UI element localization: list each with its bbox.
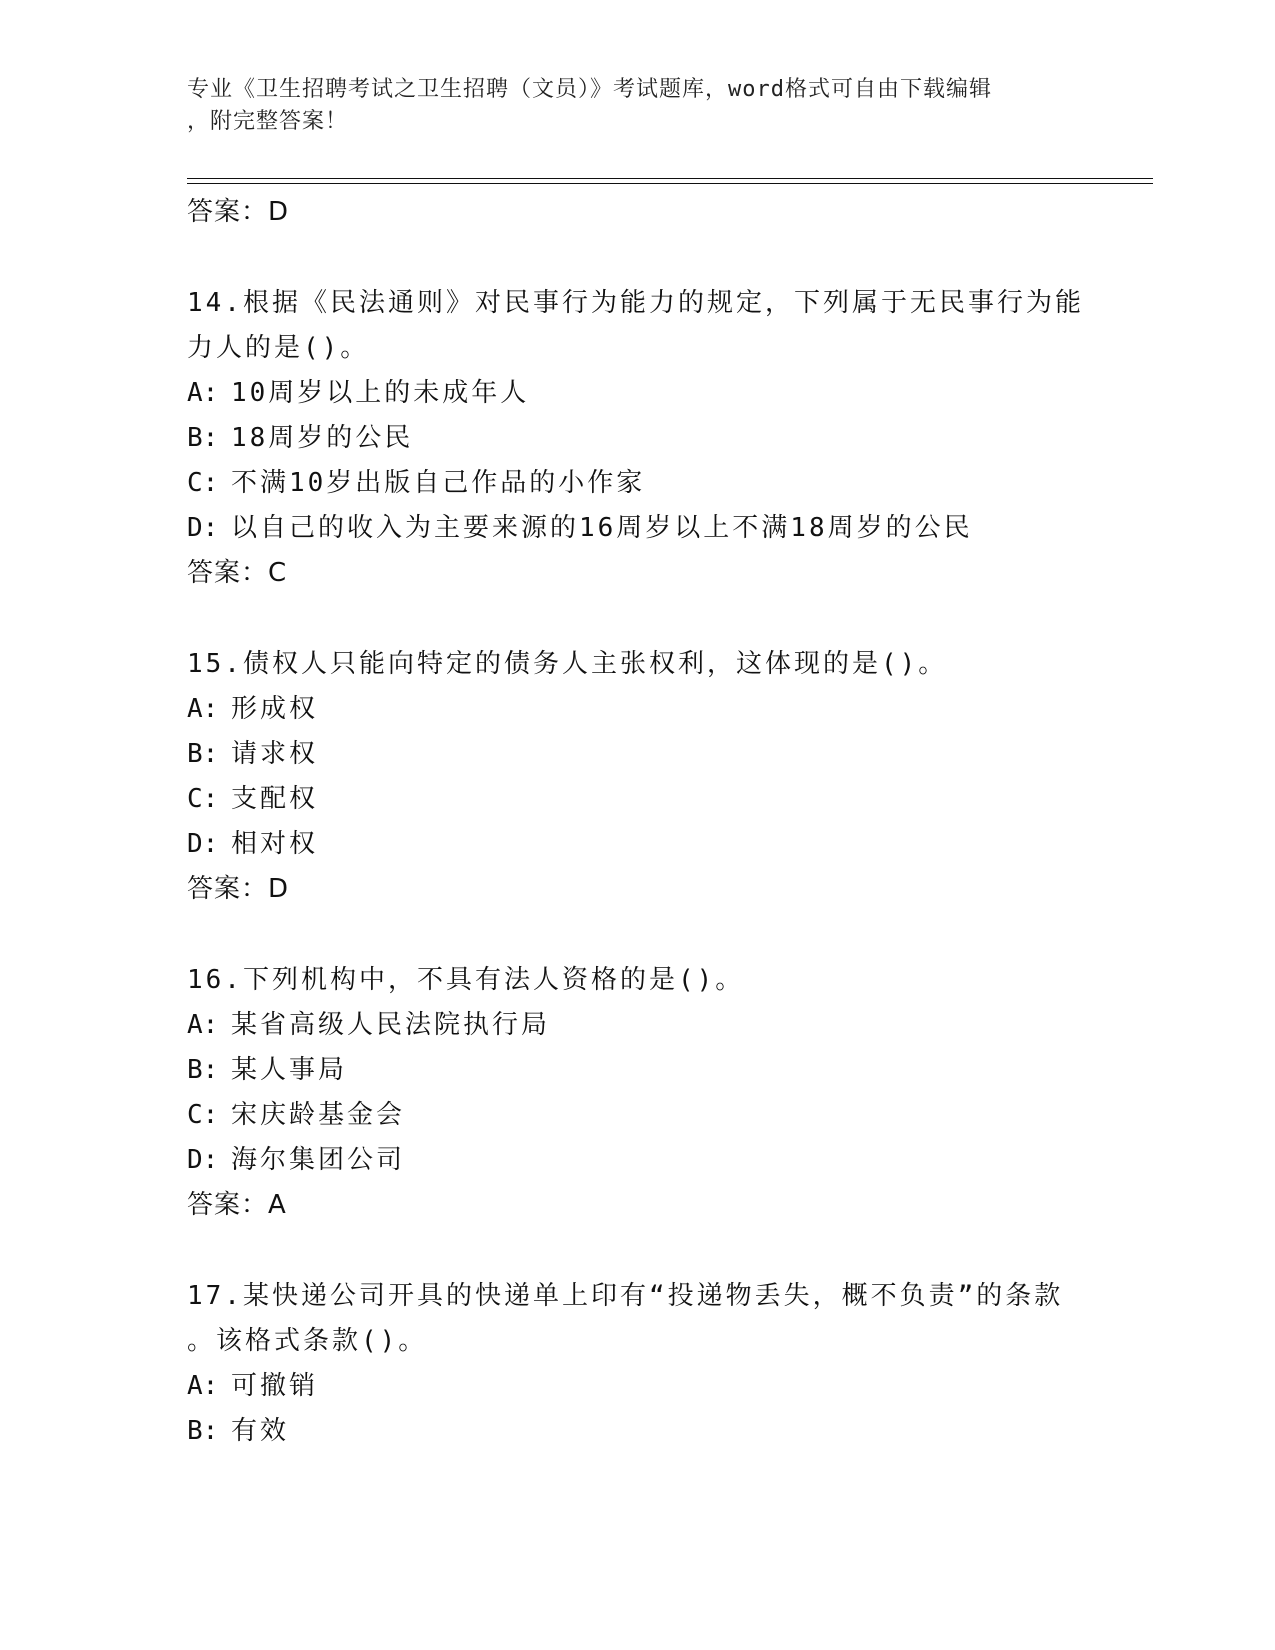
question-14-option-a: A: 10周岁以上的未成年人 (187, 378, 530, 408)
question-14-option-b: B: 18周岁的公民 (187, 423, 414, 453)
question-16-option-b: B: 某人事局 (187, 1055, 348, 1085)
question-14-text-2: 力人的是()。 (187, 333, 370, 363)
question-14-option-d: D: 以自己的收入为主要来源的16周岁以上不满18周岁的公民 (187, 513, 973, 543)
question-list (187, 190, 1153, 1454)
question-17-option-a: A: 可撤销 (187, 1371, 319, 1401)
question-14-option-c: C: 不满10岁出版自己作品的小作家 (187, 468, 646, 498)
question-16-option-d: D: 海尔集团公司 (187, 1145, 406, 1175)
question-16-option-c: C: 宋庆龄基金会 (187, 1100, 406, 1130)
question-15-answer: 答案：D (187, 874, 290, 904)
answer-previous: 答案：D (187, 197, 290, 227)
question-15-option-d: D: 相对权 (187, 829, 319, 859)
question-15 (187, 642, 1153, 912)
question-14 (187, 281, 1153, 596)
header-line-1: 专业《卫生招聘考试之卫生招聘（文员）》考试题库，word格式可自由下载编辑 (187, 77, 992, 102)
question-14-text-1: 14.根据《民法通则》对民事行为能力的规定，下列属于无民事行为能 (187, 288, 1084, 318)
question-16-option-a: A: 某省高级人民法院执行局 (187, 1010, 551, 1040)
question-16-text-1: 16.下列机构中，不具有法人资格的是()。 (187, 965, 745, 995)
question-17 (187, 1274, 1153, 1454)
header-divider-bottom (187, 183, 1153, 184)
question-15-option-a: A: 形成权 (187, 694, 319, 724)
question-14-answer: 答案：C (187, 558, 288, 588)
question-16-answer: 答案：A (187, 1190, 287, 1220)
header-divider-top (187, 178, 1153, 179)
question-17-text-2: 。该格式条款()。 (187, 1326, 428, 1356)
question-16 (187, 958, 1153, 1228)
header-line-2: ，附完整答案！ (187, 109, 349, 134)
question-15-option-c: C: 支配权 (187, 784, 319, 814)
question-15-option-b: B: 请求权 (187, 739, 319, 769)
question-17-text-1: 17.某快递公司开具的快递单上印有“投递物丢失，概不负责”的条款 (187, 1281, 1064, 1311)
page-header (187, 74, 1087, 138)
question-15-text-1: 15.债权人只能向特定的债务人主张权利，这体现的是()。 (187, 649, 948, 679)
question-17-option-b: B: 有效 (187, 1416, 290, 1446)
